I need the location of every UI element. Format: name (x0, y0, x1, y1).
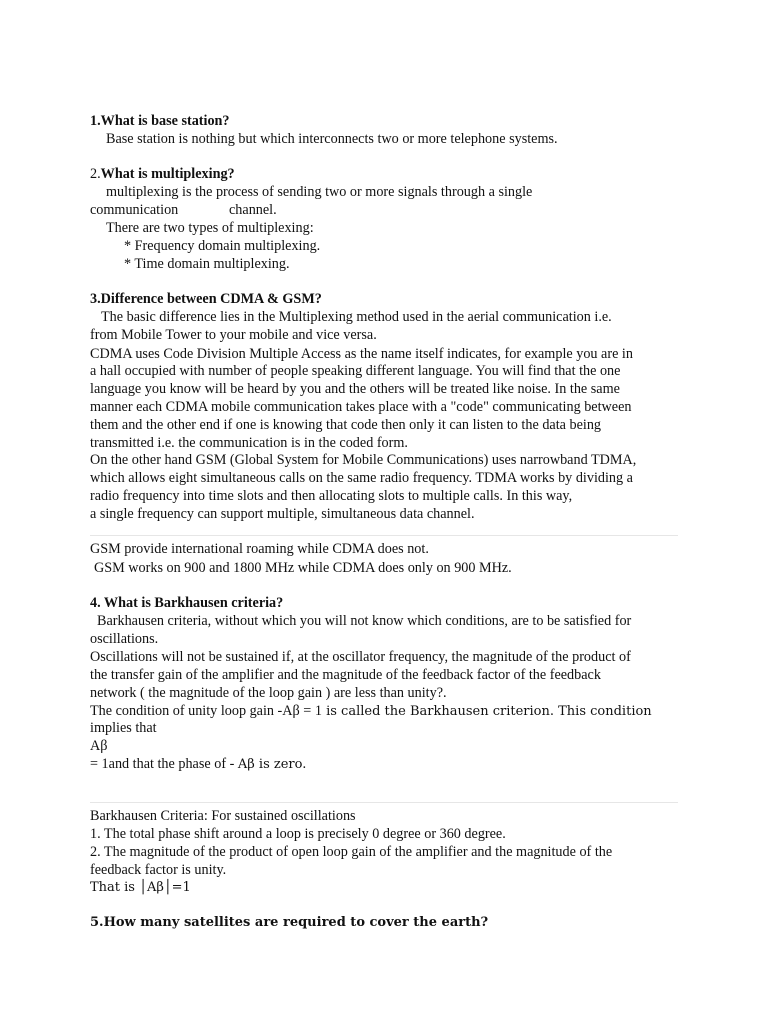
question-4-a-beta: Aβ (90, 738, 108, 754)
question-2-line-2b: channel. (229, 202, 277, 218)
question-4-phase (90, 755, 306, 774)
question-4-title: 4. What is Barkhausen criteria? (90, 595, 284, 611)
criteria-line-1: Barkhausen Criteria: For sustained oscillations (90, 808, 356, 824)
question-2-type-1: * Frequency domain multiplexing. (124, 238, 321, 254)
question-4-condition (90, 702, 652, 721)
question-3-line-10: which allows eight simultaneous calls on the same radio frequency. TDMA works by dividing a (90, 470, 633, 486)
question-3-line-1: The basic difference lies in the Multiplexing method used in the aerial communication i.e. (101, 309, 612, 325)
question-2-title (90, 165, 235, 183)
question-4-line-1: Barkhausen criteria, without which you will not know which conditions, are to be satisfied for (97, 613, 632, 629)
question-2-types-intro: There are two types of multiplexing: (106, 220, 314, 236)
question-3-line-11: radio frequency into time slots and then allocating slots to multiple calls. In this way, (90, 488, 573, 504)
question-4-line-5: network ( the magnitude of the loop gain ) are less than unity?. (90, 685, 447, 701)
question-5-title: 5.How many satellites are required to cover the earth? (90, 915, 489, 930)
question-1-answer: Base station is nothing but which interconnects two or more telephone systems. (106, 131, 558, 147)
question-4-line-4: the transfer gain of the amplifier and the magnitude of the feedback factor of the feedback (90, 667, 601, 683)
question-4-phase-b: Aβ is zero. (237, 757, 307, 772)
criteria-that-is: That is │Aβ│=1 (90, 880, 191, 895)
separator-line (90, 535, 678, 536)
question-3-line-9: On the other hand GSM (Global System for Mobile Communications) uses narrowband TDMA, (90, 452, 637, 468)
question-2-line-2a: communication (90, 202, 179, 218)
question-4-condition-a: The condition of unity loop gain -Aβ = 1 (90, 703, 322, 719)
question-3-line-7: them and the other end if one is knowing that code then only it can listen to the data being (90, 417, 602, 433)
question-3-line-4: a hall occupied with number of people speaking different language. You will find that the one (90, 363, 621, 379)
question-3-extra-2: GSM works on 900 and 1800 MHz while CDMA does only on 900 MHz. (94, 560, 512, 576)
question-2-line-1: multiplexing is the process of sending two or more signals through a single (106, 184, 533, 200)
question-3-extra-1: GSM provide international roaming while CDMA does not. (90, 541, 429, 557)
question-3-title: 3.Difference between CDMA & GSM? (90, 291, 322, 307)
criteria-line-2: 1. The total phase shift around a loop is precisely 0 degree or 360 degree. (90, 826, 506, 842)
question-3-line-6: manner each CDMA mobile communication takes place with a "code" communicating between (90, 399, 632, 415)
question-2-title-text: What is multiplexing? (100, 166, 235, 182)
criteria-line-3: 2. The magnitude of the product of open loop gain of the amplifier and the magnitude of the (90, 844, 613, 860)
criteria-line-4: feedback factor is unity. (90, 862, 227, 878)
question-4-line-2: oscillations. (90, 631, 159, 647)
question-4-condition-b: is called the Barkhausen criterion. This condition (321, 704, 652, 719)
question-4-phase-a: = 1and that the phase of - (90, 756, 238, 772)
question-3-line-5: language you know will be heard by you and the others will be treated like noise. In the same (90, 381, 620, 397)
question-3-line-8: transmitted i.e. the communication is in the coded form. (90, 435, 408, 451)
question-3-line-12: a single frequency can support multiple, simultaneous data channel. (90, 506, 475, 522)
question-4-line-3: Oscillations will not be sustained if, at the oscillator frequency, the magnitude of the product of (90, 649, 631, 665)
separator-line-2 (90, 802, 678, 803)
question-2-number: 2. (90, 166, 101, 182)
question-4-implies: implies that (90, 720, 157, 736)
question-2-type-2: * Time domain multiplexing. (124, 256, 290, 272)
question-3-line-3: CDMA uses Code Division Multiple Access as the name itself indicates, for example you are in (90, 346, 633, 362)
question-1-title: 1.What is base station? (90, 113, 230, 129)
question-3-line-2: from Mobile Tower to your mobile and vice versa. (90, 327, 377, 343)
